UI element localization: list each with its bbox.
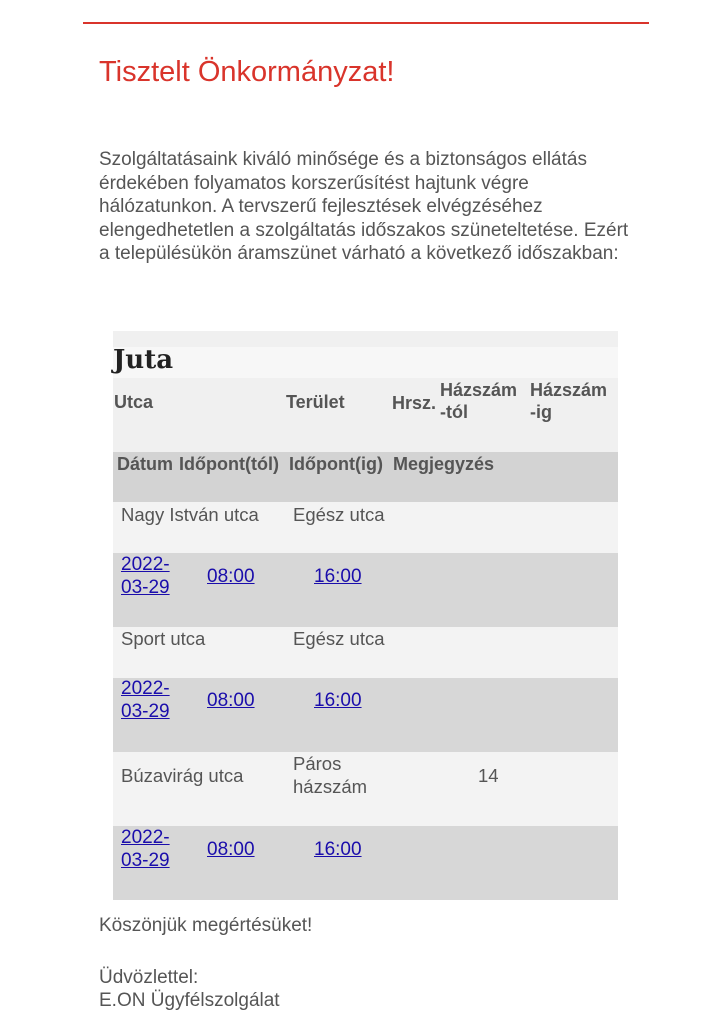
header-idopont-ig: Időpont(ig) xyxy=(289,454,383,474)
time-to-link[interactable]: 16:00 xyxy=(314,690,362,711)
header-megjegyzes: Megjegyzés xyxy=(393,454,495,474)
header-terulet: Terület xyxy=(286,392,345,412)
area-cell: Egész utca xyxy=(293,504,385,525)
date-link[interactable]: 2022- 03-29 xyxy=(121,827,170,871)
time-to-link[interactable]: 16:00 xyxy=(314,566,362,587)
time-from-link[interactable]: 08:00 xyxy=(207,690,255,711)
outage-table xyxy=(113,331,618,900)
table-row xyxy=(113,553,618,627)
time-from-link[interactable]: 08:00 xyxy=(207,566,255,587)
time-to-link[interactable]: 16:00 xyxy=(314,839,362,860)
header-hrsz: Hrsz. xyxy=(392,393,437,413)
location-title: Juta xyxy=(113,345,174,375)
street-cell: Nagy István utca xyxy=(121,504,259,525)
table-row xyxy=(113,678,618,752)
street-cell: Sport utca xyxy=(121,628,206,649)
area-cell: Páros házszám xyxy=(293,753,368,797)
signature-text: E.ON Ügyfélszolgálat xyxy=(99,990,280,1011)
date-link[interactable]: 2022- 03-29 xyxy=(121,678,170,722)
greeting-heading: Tisztelt Önkormányzat! xyxy=(99,56,395,88)
time-from-link[interactable]: 08:00 xyxy=(207,839,255,860)
table-row xyxy=(113,826,618,900)
header-hazszam-tol: Házszám -tól xyxy=(440,380,518,422)
house-number-from-cell: 14 xyxy=(478,765,499,786)
top-divider xyxy=(83,22,649,24)
area-cell: Egész utca xyxy=(293,628,385,649)
regards-text: Üdvözlettel: xyxy=(99,967,199,988)
header-datum: Dátum xyxy=(117,454,174,474)
header-idopont-tol: Időpont(tól) xyxy=(179,454,279,474)
header-hazszam-ig: Házszám -ig xyxy=(530,380,608,422)
intro-paragraph: Szolgáltatásaink kiváló minősége és a biztonságos ellátás érdekében folyamatos korszerűsítést hajtunk végre hálózatunkon. A tervszerű fejlesztések elvégzéséhez elengedhetetlen a szolgáltatás időszakos szüneteltetése. Ezért a településükön áramszünet várható a következő időszakban: xyxy=(99,149,629,264)
header-utca: Utca xyxy=(114,392,154,412)
date-link[interactable]: 2022- 03-29 xyxy=(121,554,170,598)
thanks-text: Köszönjük megértésüket! xyxy=(99,915,313,936)
street-cell: Búzavirág utca xyxy=(121,765,244,786)
